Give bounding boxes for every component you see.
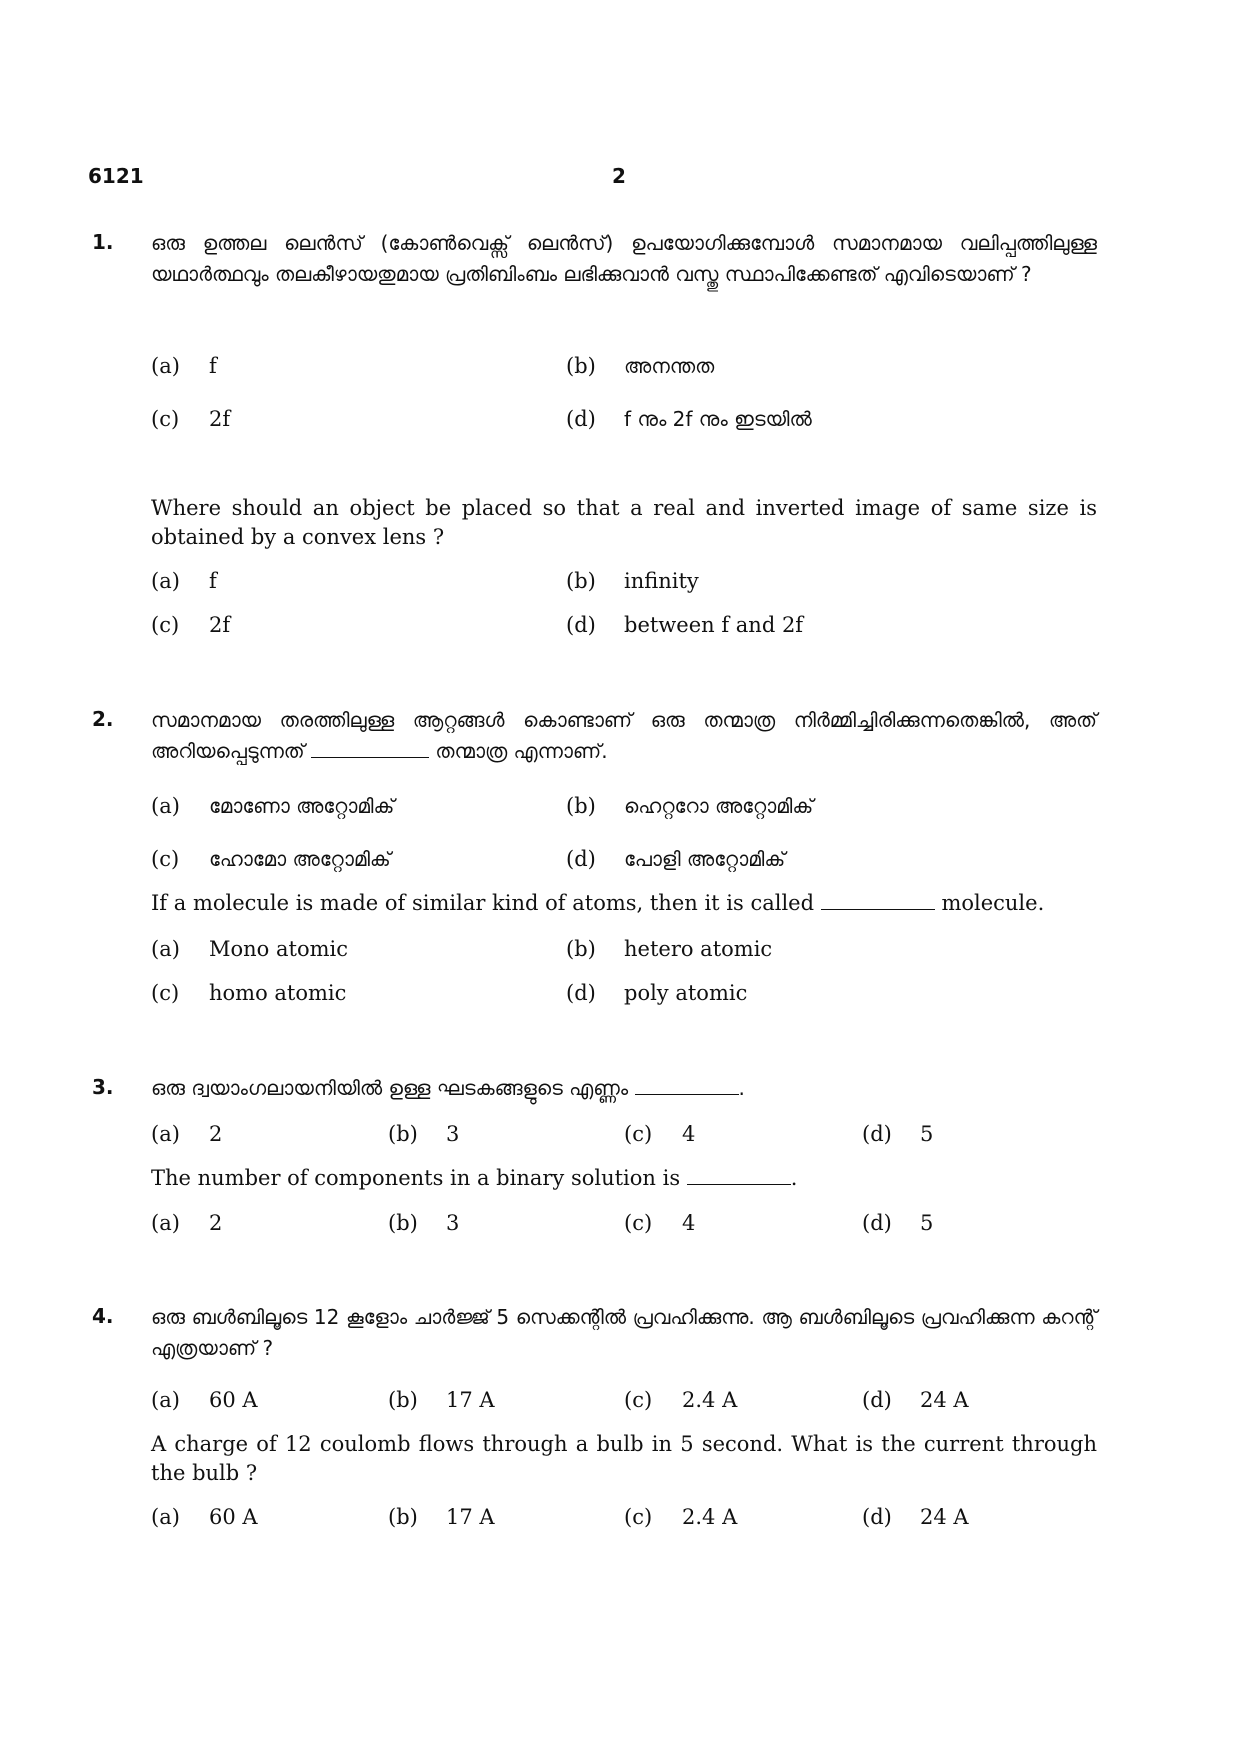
q1-en-option-b: (b) infinity <box>566 569 699 593</box>
q2-ml-option-d: (d) പോളി അറ്റോമിക് <box>566 847 786 871</box>
question-2-english-text: If a molecule is made of similar kind of atoms, then it is called molecule. <box>151 891 1045 915</box>
question-4-number: 4. <box>92 1304 114 1328</box>
answer-blank <box>687 1182 791 1185</box>
q4-en-option-a: (a) 60 A <box>151 1505 258 1529</box>
q3-ml-option-d: (d) 5 <box>862 1122 934 1146</box>
q4-en-option-d: (d) 24 A <box>862 1505 969 1529</box>
answer-blank <box>821 907 935 910</box>
q1-en-option-d: (d) between f and 2f <box>566 613 804 637</box>
q1-ml-option-b: (b) അനന്തത <box>566 354 715 378</box>
q3-en-option-c: (c) 4 <box>624 1211 696 1235</box>
q3-ml-option-b: (b) 3 <box>388 1122 460 1146</box>
q1-ml-option-d: (d) f നും 2f നും ഇടയിൽ <box>566 407 812 431</box>
q3-en-option-b: (b) 3 <box>388 1211 460 1235</box>
answer-blank <box>635 1092 739 1095</box>
q4-en-option-c: (c) 2.4 A <box>624 1505 738 1529</box>
q2-ml-option-a: (a) മോണോ അറ്റോമിക് <box>151 794 395 818</box>
q4-ml-option-b: (b) 17 A <box>388 1388 495 1412</box>
q4-en-option-b: (b) 17 A <box>388 1505 495 1529</box>
q3-en-option-a: (a) 2 <box>151 1211 223 1235</box>
question-1-english-text: Where should an object be placed so that a real and inverted image of same size is obtained by a convex lens ? <box>151 496 1097 549</box>
q2-en-option-a: (a) Mono atomic <box>151 937 348 961</box>
q1-ml-option-c: (c) 2f <box>151 407 231 431</box>
paper-code: 6121 <box>88 164 144 188</box>
question-4-malayalam-text: ഒരു ബൾബിലൂടെ 12 കൂളോം ചാർജ്ജ് 5 സെക്കന്റിൽ പ്രവഹിക്കുന്നു. ആ ബൾബിലൂടെ പ്രവഹിക്കുന്ന കറന്റ് എത്രയാണ് ? <box>151 1305 1097 1360</box>
q2-ml-option-b: (b) ഹെറ്ററോ അറ്റോമിക് <box>566 794 814 818</box>
q4-ml-option-d: (d) 24 A <box>862 1388 969 1412</box>
q4-ml-option-a: (a) 60 A <box>151 1388 258 1412</box>
q1-ml-option-a: (a) f <box>151 354 217 378</box>
answer-blank <box>311 755 429 758</box>
q2-en-option-c: (c) homo atomic <box>151 981 347 1005</box>
q3-ml-option-a: (a) 2 <box>151 1122 223 1146</box>
q3-ml-option-c: (c) 4 <box>624 1122 696 1146</box>
page-number: 2 <box>612 164 626 188</box>
question-2-number: 2. <box>92 707 114 731</box>
q1-en-option-a: (a) f <box>151 569 217 593</box>
question-3-english-text: The number of components in a binary solution is . <box>151 1166 798 1190</box>
question-3-number: 3. <box>92 1075 114 1099</box>
q2-en-option-b: (b) hetero atomic <box>566 937 773 961</box>
q2-ml-option-c: (c) ഹോമോ അറ്റോമിക് <box>151 847 391 871</box>
q2-en-option-d: (d) poly atomic <box>566 981 748 1005</box>
q1-en-option-c: (c) 2f <box>151 613 231 637</box>
question-1-number: 1. <box>92 230 114 254</box>
question-4-english-text: A charge of 12 coulomb flows through a bulb in 5 second. What is the current through the bulb ? <box>151 1432 1097 1485</box>
question-1-malayalam-text: ഒരു ഉത്തല ലെൻസ് (കോൺവെക്സ് ലെൻസ്) ഉപയോഗിക്കുമ്പോൾ സമാനമായ വലിപ്പത്തിലുള്ള യഥാർത്ഥവും തലകീഴായതുമായ പ്രതിബിംബം ലഭിക്കുവാൻ വസ്തു സ്ഥാപിക്കേണ്ടത് എവിടെയാണ് ? <box>151 231 1097 286</box>
question-2-malayalam-text: സമാനമായ തരത്തിലുള്ള ആറ്റങ്ങൾ കൊണ്ടാണ് ഒരു തന്മാത്ര നിർമ്മിച്ചിരിക്കുന്നതെങ്കിൽ, അത് അറിയപ്പെടുന്നത് തന്മാത്ര എന്നാണ്. <box>151 708 1097 763</box>
question-3-malayalam-text: ഒരു ദ്വയാംഗലായനിയിൽ ഉള്ള ഘടകങ്ങളുടെ എണ്ണം . <box>151 1076 745 1100</box>
q4-ml-option-c: (c) 2.4 A <box>624 1388 738 1412</box>
q3-en-option-d: (d) 5 <box>862 1211 934 1235</box>
